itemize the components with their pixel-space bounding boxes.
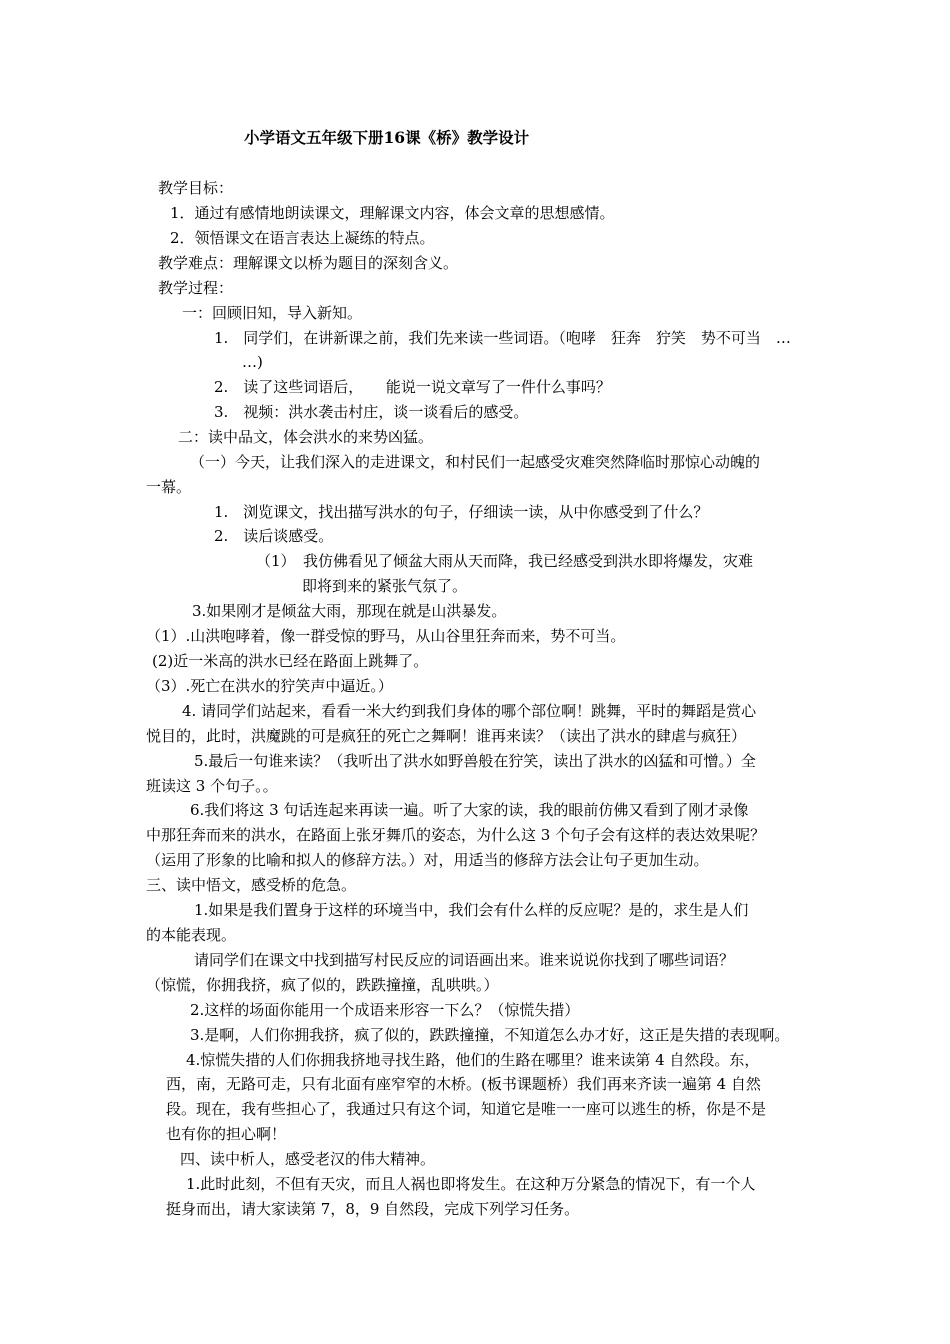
section-2-sub-1: （1） 我仿佛看见了倾盆大雨从天而降，我已经感受到洪水即将爆发，灾难 xyxy=(256,552,754,570)
document-title: 小学语文五年级下册16课《桥》教学设计 xyxy=(244,128,530,147)
section-2-item-4: 4. 请同学们站起来，看看一米大约到我们身体的哪个部位啊！跳舞，平时的舞蹈是赏心 xyxy=(182,702,757,720)
section-2-item-5-cont: 班读这 3 个句子。。 xyxy=(146,777,278,795)
sentence-2: (2)近一米高的洪水已经在路面上跳舞了。 xyxy=(152,652,429,670)
goal-2: 2．领悟课文在语言表达上凝练的特点。 xyxy=(170,229,435,247)
section-2-sub-1-cont: 即将到来的紧张气氛了。 xyxy=(302,577,468,595)
sentence-1: （1）.山洪咆哮着，像一群受惊的野马，从山谷里狂奔而来，势不可当。 xyxy=(146,627,626,645)
section-2-heading: 二：读中品文，体会洪水的来势凶猛。 xyxy=(178,428,434,446)
section-4-item-1: 1.此时此刻，不但有天灾，而且人祸也即将发生。在这种万分紧急的情况下，有一个人 xyxy=(186,1175,756,1193)
section-2-item-6-cont-1: 中那狂奔而来的洪水，在路面上张牙舞爪的姿态，为什么这 3 个句子会有这样的表达效果呢？ xyxy=(146,826,766,844)
section-1-item-1: 1. 同学们，在讲新课之前，我们先来读一些词语。（咆哮 狂奔 狞笑 势不可当 … xyxy=(214,329,791,347)
section-2-item-6-cont-2: （运用了形象的比喻和拟人的修辞方法。）对，用适当的修辞方法会让句子更加生动。 xyxy=(146,851,709,869)
section-3-item-4: 4.惊慌失措的人们你拥我挤地寻找生路，他们的生路在哪里？谁来读第 4 自然段。东， xyxy=(186,1051,760,1069)
section-2-item-3: 3.如果刚才是倾盆大雨，那现在就是山洪暴发。 xyxy=(192,602,507,620)
section-3-item-4-cont-2: 段。现在，我有些担心了，我通过只有这个词，知道它是唯一一座可以逃生的桥，你是不是 xyxy=(166,1100,767,1118)
section-1-heading: 一：回顾旧知，导入新知。 xyxy=(182,304,363,322)
goal-1: 1．通过有感情地朗读课文，理解课文内容，体会文章的思想感情。 xyxy=(170,204,615,222)
teaching-goals-heading: 教学目标： xyxy=(158,179,234,197)
difficulty-line: 教学难点：理解课文以桥为题目的深刻含义。 xyxy=(158,254,459,272)
process-heading: 教学过程： xyxy=(158,279,234,297)
section-1-item-2: 2. 读了这些词语后， 能说一说文章写了一件什么事吗？ xyxy=(214,378,611,396)
section-2-item-5: 5.最后一句谁来读？（我听出了洪水如野兽般在狞笑，读出了洪水的凶猛和可憎。）全 xyxy=(194,752,756,770)
section-2-item-2: 2. 读后谈感受。 xyxy=(214,527,334,545)
section-2-part-1-cont: 一幕。 xyxy=(146,478,192,496)
section-3-item-3: 3.是啊，人们你拥我挤，疯了似的，跌跌撞撞，不知道怎么办才好，这正是失措的表现啊。 xyxy=(190,1026,790,1044)
section-3-item-4-cont-1: 西，南，无路可走，只有北面有座窄窄的木桥。(板书课题桥）我们再来齐读一遍第 4 自然 xyxy=(166,1075,761,1093)
section-3-item-1: 1.如果是我们置身于这样的环境当中，我们会有什么样的反应呢？是的，求生是人们 xyxy=(194,901,749,919)
section-3-item-1-cont: 的本能表现。 xyxy=(146,926,237,944)
section-2-item-4-cont: 悦目的，此时，洪魔跳的可是疯狂的死亡之舞啊！谁再来读？（读出了洪水的肆虐与疯狂） xyxy=(146,727,747,745)
section-2-part-1: （一）今天，让我们深入的走进课文，和村民们一起感受灾难突然降临时那惊心动魄的 xyxy=(190,453,761,471)
section-4-heading: 四、读中析人，感受老汉的伟大精神。 xyxy=(180,1150,436,1168)
section-1-item-1-cont: …) xyxy=(242,353,263,371)
section-3-item-2: 2.这样的场面你能用一个成语来形容一下么？（惊慌失措） xyxy=(190,1001,580,1019)
section-3-item-4-cont-3: 也有你的担心啊！ xyxy=(166,1125,287,1143)
section-1-item-3: 3. 视频：洪水袭击村庄，谈一谈看后的感受。 xyxy=(214,403,529,421)
section-3-prompt: 请同学们在课文中找到描写村民反应的词语画出来。谁来说说你找到了哪些词语？ xyxy=(194,951,735,969)
section-4-item-1-cont: 挺身而出，请大家读第 7，8，9 自然段，完成下列学习任务。 xyxy=(166,1200,580,1218)
section-3-prompt-answer: （惊慌，你拥我挤，疯了似的，跌跌撞撞，乱哄哄。） xyxy=(146,976,499,994)
section-2-item-6: 6.我们将这 3 句话连起来再读一遍。听了大家的读，我的眼前仿佛又看到了刚才录像 xyxy=(190,801,749,819)
sentence-3: （3）.死亡在洪水的狞笑声中逼近。） xyxy=(146,677,393,695)
section-3-heading: 三、读中悟文，感受桥的危急。 xyxy=(146,876,357,894)
section-2-item-1: 1. 浏览课文，找出描写洪水的句子，仔细读一读，从中你感受到了什么？ xyxy=(214,503,709,521)
